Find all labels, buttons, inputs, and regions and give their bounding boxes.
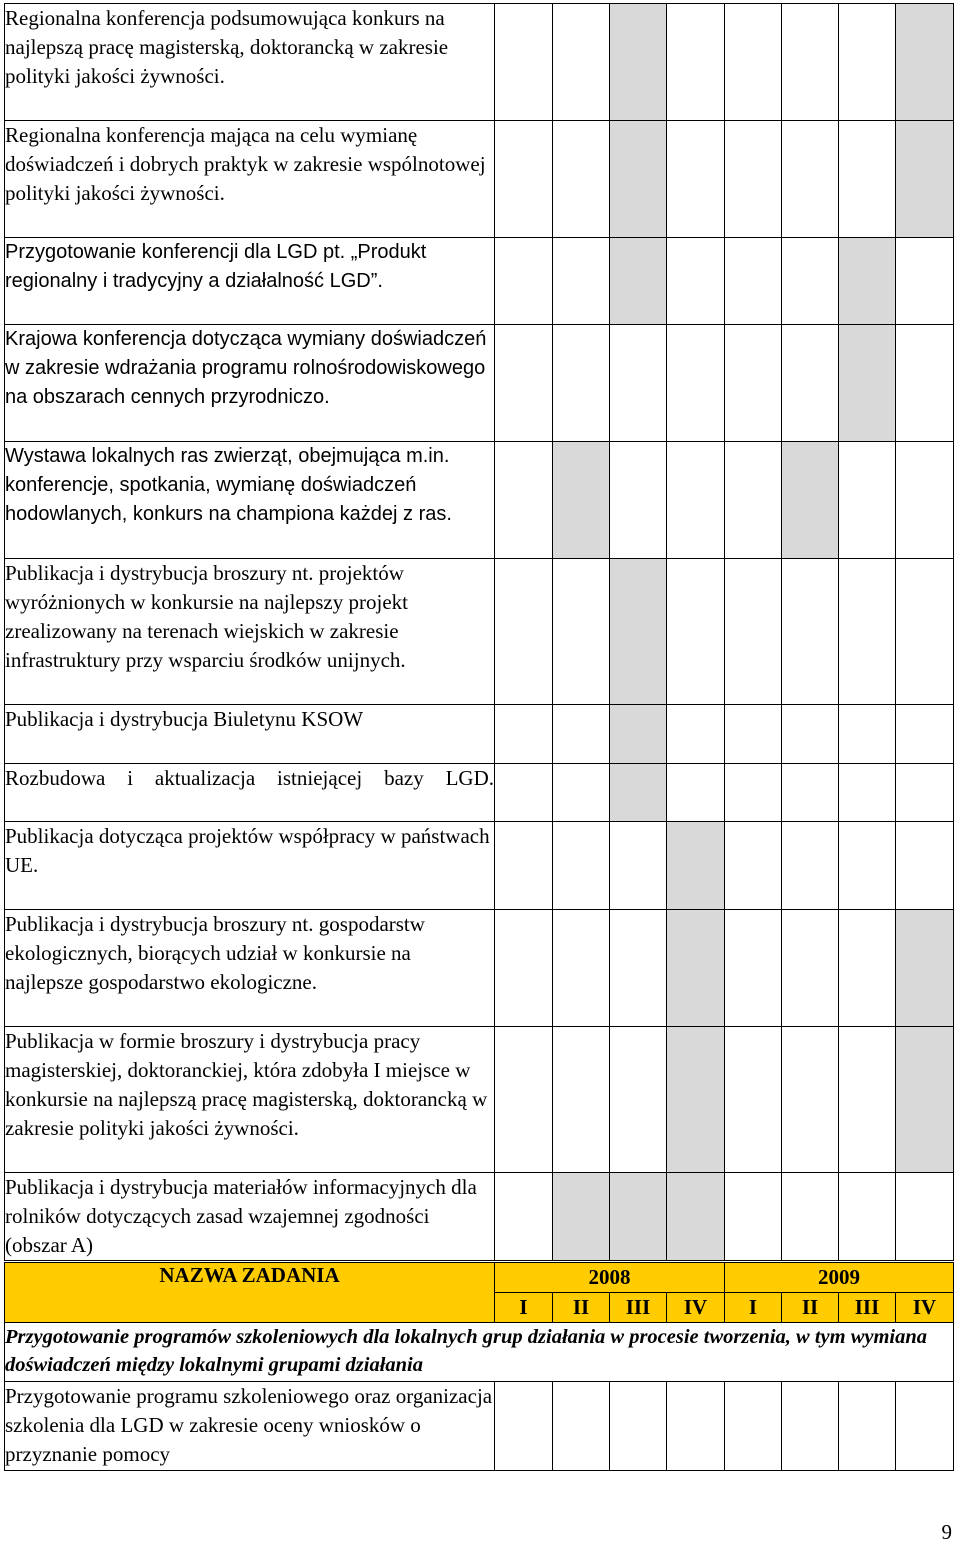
quarter-cell [553, 822, 610, 910]
quarter-cell [782, 4, 839, 121]
quarter-cell [495, 1173, 553, 1261]
task-row [5, 1027, 954, 1173]
quarter-cell [725, 4, 782, 121]
quarter-header: III [610, 1293, 667, 1323]
quarter-cell-active [610, 1173, 667, 1261]
quarter-cell [495, 325, 553, 442]
quarter-cell [725, 559, 782, 705]
quarter-cell [896, 764, 954, 822]
quarter-cell [839, 705, 896, 764]
task-name: Regionalna konferencja podsumowująca konkurs na najlepszą pracę magisterską, doktorancką w zakresie polityki jakości żywności. [5, 4, 495, 121]
quarter-cell [553, 4, 610, 121]
year-header: 2009 [725, 1263, 954, 1293]
quarter-cell [495, 705, 553, 764]
quarter-cell [896, 442, 954, 559]
quarter-cell [782, 910, 839, 1027]
task-row [5, 1382, 954, 1471]
quarter-header: III [839, 1293, 896, 1323]
quarter-cell [782, 822, 839, 910]
quarter-cell [667, 238, 725, 325]
quarter-cell [610, 1382, 667, 1471]
task-row [5, 764, 954, 822]
quarter-cell-active [896, 4, 954, 121]
task-name: Regionalna konferencja mająca na celu wymianę doświadczeń i dobrych praktyk w zakresie wspólnotowej polityki jakości żywności. [5, 121, 495, 238]
task-row [5, 705, 954, 764]
quarter-cell-active [667, 1027, 725, 1173]
task-row [5, 1173, 954, 1261]
task-row [5, 559, 954, 705]
quarter-cell-active [610, 559, 667, 705]
quarter-cell [839, 764, 896, 822]
quarter-cell [610, 822, 667, 910]
quarter-cell [839, 121, 896, 238]
page-number: 9 [941, 1520, 952, 1544]
year-header: 2008 [495, 1263, 725, 1293]
quarter-cell-active [839, 238, 896, 325]
quarter-cell-active [667, 910, 725, 1027]
task-name: Publikacja i dystrybucja Biuletynu KSOW [5, 705, 495, 764]
quarter-cell-active [896, 121, 954, 238]
quarter-cell [667, 1382, 725, 1471]
section-title: Przygotowanie programów szkoleniowych dla lokalnych grup działania w procesie tworzenia, w tym wymiana doświadczeń między lokalnymi grupami działania [5, 1323, 954, 1382]
quarter-cell [610, 1027, 667, 1173]
quarter-cell [495, 1027, 553, 1173]
task-name: Przygotowanie programu szkoleniowego oraz organizacja szkolenia dla LGD w zakresie oceny wniosków o przyznanie pomocy [5, 1382, 495, 1471]
quarter-cell [896, 325, 954, 442]
quarter-cell [782, 705, 839, 764]
quarter-header: II [782, 1293, 839, 1323]
quarter-cell [782, 764, 839, 822]
quarter-cell [495, 121, 553, 238]
quarter-cell [839, 559, 896, 705]
quarter-cell [725, 325, 782, 442]
quarter-cell [896, 238, 954, 325]
quarter-cell [553, 910, 610, 1027]
task-name: Publikacja w formie broszury i dystrybucja pracy magisterskiej, doktoranckiej, która zdobyła I miejsce w konkursie na najlepszą pracę magisterską, doktorancką w zakresie polityki jakości żywności. [5, 1027, 495, 1173]
quarter-cell-active [610, 238, 667, 325]
quarter-header: I [725, 1293, 782, 1323]
quarter-cell [725, 1382, 782, 1471]
quarter-cell-active [667, 822, 725, 910]
quarter-cell [667, 764, 725, 822]
quarter-cell-active [896, 1027, 954, 1173]
quarter-cell [896, 1173, 954, 1261]
task-name: Przygotowanie konferencji dla LGD pt. „Produkt regionalny i tradycyjny a działalność LGD”. [5, 238, 495, 325]
quarter-cell [896, 559, 954, 705]
quarter-cell [553, 559, 610, 705]
quarter-cell [610, 442, 667, 559]
quarter-cell [725, 238, 782, 325]
quarter-cell [782, 1382, 839, 1471]
quarter-cell [495, 4, 553, 121]
quarter-cell [782, 559, 839, 705]
quarter-cell-active [896, 910, 954, 1027]
quarter-cell [553, 121, 610, 238]
quarter-cell [839, 1382, 896, 1471]
quarter-cell [839, 442, 896, 559]
quarter-cell [896, 822, 954, 910]
task-row [5, 325, 954, 442]
header-row-years [5, 1263, 954, 1293]
task-name: Publikacja dotycząca projektów współpracy w państwach UE. [5, 822, 495, 910]
quarter-cell [782, 238, 839, 325]
quarter-cell [725, 910, 782, 1027]
quarter-cell [553, 238, 610, 325]
quarter-cell [725, 705, 782, 764]
quarter-cell [782, 1027, 839, 1173]
task-name: Publikacja i dystrybucja broszury nt. projektów wyróżnionych w konkursie na najlepszy projekt zrealizowany na terenach wiejskich w zakresie infrastruktury przy wsparciu środków unijnych. [5, 559, 495, 705]
quarter-cell-active [553, 1173, 610, 1261]
task-name: Rozbudowa i aktualizacja istniejącej bazy LGD. [5, 764, 495, 822]
quarter-cell-active [610, 4, 667, 121]
quarter-cell [667, 705, 725, 764]
quarter-cell [667, 4, 725, 121]
quarter-cell-active [610, 121, 667, 238]
quarter-cell [839, 1173, 896, 1261]
quarter-cell [610, 910, 667, 1027]
quarter-header: IV [667, 1293, 725, 1323]
quarter-cell [495, 910, 553, 1027]
task-row [5, 822, 954, 910]
quarter-cell [667, 442, 725, 559]
quarter-cell-active [553, 442, 610, 559]
quarter-cell [782, 121, 839, 238]
task-name: Wystawa lokalnych ras zwierząt, obejmująca m.in. konferencje, spotkania, wymianę doświadczeń hodowlanych, konkurs na championa każdej z ras. [5, 442, 495, 559]
quarter-cell [495, 822, 553, 910]
schedule-table-upper [4, 3, 954, 1261]
quarter-cell-active [782, 442, 839, 559]
quarter-cell [725, 121, 782, 238]
task-name: Krajowa konferencja dotycząca wymiany doświadczeń w zakresie wdrażania programu rolnośrodowiskowego na obszarach cennych przyrodniczo. [5, 325, 495, 442]
quarter-cell [553, 764, 610, 822]
quarter-cell-active [610, 764, 667, 822]
quarter-cell-active [667, 1173, 725, 1261]
quarter-cell [667, 325, 725, 442]
quarter-cell [667, 559, 725, 705]
quarter-cell [896, 1382, 954, 1471]
quarter-cell-active [839, 325, 896, 442]
quarter-cell [725, 1027, 782, 1173]
quarter-cell [667, 121, 725, 238]
quarter-cell [553, 1027, 610, 1173]
quarter-cell [495, 238, 553, 325]
quarter-cell [725, 822, 782, 910]
quarter-cell [495, 1382, 553, 1471]
quarter-cell [782, 325, 839, 442]
quarter-cell-active [610, 705, 667, 764]
schedule-table-lower [4, 1262, 954, 1471]
task-row [5, 121, 954, 238]
quarter-cell [610, 325, 667, 442]
quarter-header: II [553, 1293, 610, 1323]
quarter-cell [782, 1173, 839, 1261]
quarter-cell [896, 705, 954, 764]
task-row [5, 910, 954, 1027]
quarter-cell [553, 1382, 610, 1471]
task-name: Publikacja i dystrybucja materiałów informacyjnych dla rolników dotyczących zasad wzajemnej zgodności (obszar A) [5, 1173, 495, 1261]
task-row [5, 442, 954, 559]
section-row [5, 1323, 954, 1382]
quarter-cell [553, 325, 610, 442]
task-row [5, 4, 954, 121]
quarter-cell [495, 442, 553, 559]
quarter-cell [553, 705, 610, 764]
quarter-cell [495, 559, 553, 705]
quarter-cell [839, 4, 896, 121]
quarter-cell [725, 1173, 782, 1261]
quarter-cell [725, 764, 782, 822]
quarter-header: I [495, 1293, 553, 1323]
quarter-cell [839, 910, 896, 1027]
task-row [5, 238, 954, 325]
task-name-header: NAZWA ZADANIA [5, 1263, 495, 1323]
quarter-cell [839, 822, 896, 910]
quarter-cell [495, 764, 553, 822]
quarter-cell [839, 1027, 896, 1173]
task-name: Publikacja i dystrybucja broszury nt. gospodarstw ekologicznych, biorących udział w konkursie na najlepsze gospodarstwo ekologiczne. [5, 910, 495, 1027]
quarter-cell [725, 442, 782, 559]
quarter-header: IV [896, 1293, 954, 1323]
